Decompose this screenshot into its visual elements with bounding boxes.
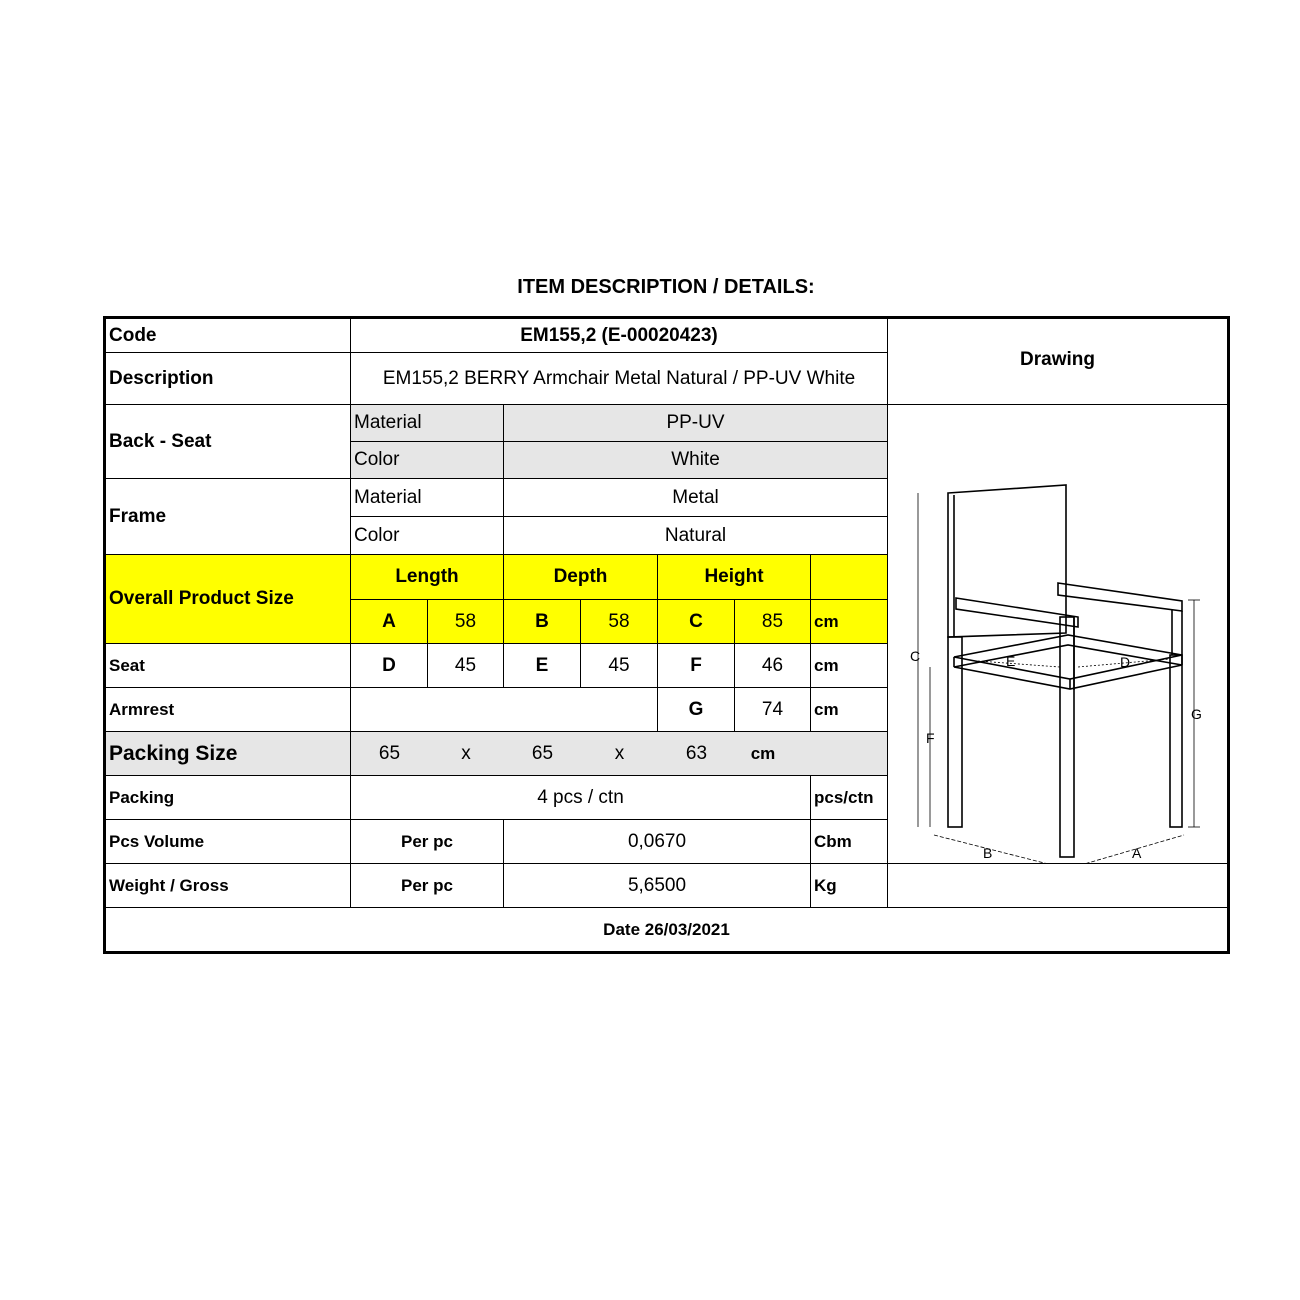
front-left-leg [1060,617,1074,857]
chair-back [948,485,1066,637]
date-row [105,908,1229,953]
code-label: Code [105,318,351,353]
packing-x-2: x [614,742,625,764]
dim-b-label: B [504,600,581,644]
drawing-letter-b: B [983,845,993,861]
dim-d-value: 45 [428,644,504,688]
armrest-unit: cm [811,688,888,732]
seat-unit: cm [811,644,888,688]
date: Date 26/03/2021 [105,908,1229,953]
dim-f-label: F [658,644,735,688]
dim-e-label: E [504,644,581,688]
frame-color-label: Color [351,517,504,555]
front-right-leg [1170,655,1182,827]
packing-length: 65 [378,742,401,764]
dim-a-value: 58 [428,600,504,644]
dim-f-value: 46 [735,644,811,688]
dim-d-label: D [351,644,428,688]
back-seat-color-value: White [504,442,888,479]
frame-color-value: Natural [504,517,888,555]
back-seat-color-label: Color [351,442,504,479]
drawing-letter-a: A [1132,845,1142,861]
drawing-letter-c: C [910,648,921,664]
overall-unit: cm [811,600,888,644]
packing-unit: pcs/ctn [811,776,888,820]
dimension-line-a [1074,835,1184,864]
height-header: Height [658,555,811,600]
overall-size-label: Overall Product Size [105,555,351,644]
packing-value: 4 pcs / ctn [351,776,811,820]
pcs-volume-value: 0,0670 [504,820,811,864]
dim-a-label: A [351,600,428,644]
drawing-letter-e: E [1006,653,1016,669]
code-row [105,318,1229,353]
description-value: EM155,2 BERRY Armchair Metal Natural / PP-UV White [351,353,888,405]
packing-size-label: Packing Size [105,732,351,776]
code-value: EM155,2 (E-00020423) [351,318,888,353]
packing-size-value [351,732,888,776]
dim-b-value: 58 [581,600,658,644]
back-seat-material-label: Material [351,405,504,442]
weight-label: Weight / Gross [105,864,351,908]
drawing-area [888,405,1229,864]
back-seat-label: Back - Seat [105,405,351,479]
packing-x-1: x [461,742,471,764]
dim-e-value: 45 [581,644,658,688]
weight-row [105,864,1229,908]
dim-c-value: 85 [735,600,811,644]
armrest-empty-cell [351,688,658,732]
pcs-volume-per: Per pc [351,820,504,864]
frame-label: Frame [105,479,351,555]
description-label: Description [105,353,351,405]
armrest-label: Armrest [105,688,351,732]
packing-height: 63 [685,742,708,764]
item-details-table [103,316,1230,954]
drawing-label: Drawing [888,318,1229,405]
weight-value: 5,6500 [504,864,811,908]
pcs-volume-unit: Cbm [811,820,888,864]
dimension-line-b [934,835,1060,864]
drawing-letter-g: G [1191,706,1202,722]
packing-width: 65 [531,742,554,764]
weight-unit: Kg [811,864,888,908]
packing-size-unit: cm [750,743,776,763]
frame-material-label: Material [351,479,504,517]
depth-header: Depth [504,555,658,600]
frame-material-value: Metal [504,479,888,517]
pcs-volume-label: Pcs Volume [105,820,351,864]
back-seat-material-value: PP-UV [504,405,888,442]
overall-empty-cell [811,555,888,600]
packing-label: Packing [105,776,351,820]
right-armrest [1058,583,1182,611]
dim-g-label: G [658,688,735,732]
page-title: ITEM DESCRIPTION / DETAILS: [517,276,815,298]
drawing-letter-f: F [926,730,935,746]
weight-per: Per pc [351,864,504,908]
dim-c-label: C [658,600,735,644]
armchair-drawing [888,405,1229,864]
dim-g-value: 74 [735,688,811,732]
drawing-letter-d: D [1120,654,1131,670]
back-seat-material-row [105,405,1229,442]
length-header: Length [351,555,504,600]
seat-label: Seat [105,644,351,688]
